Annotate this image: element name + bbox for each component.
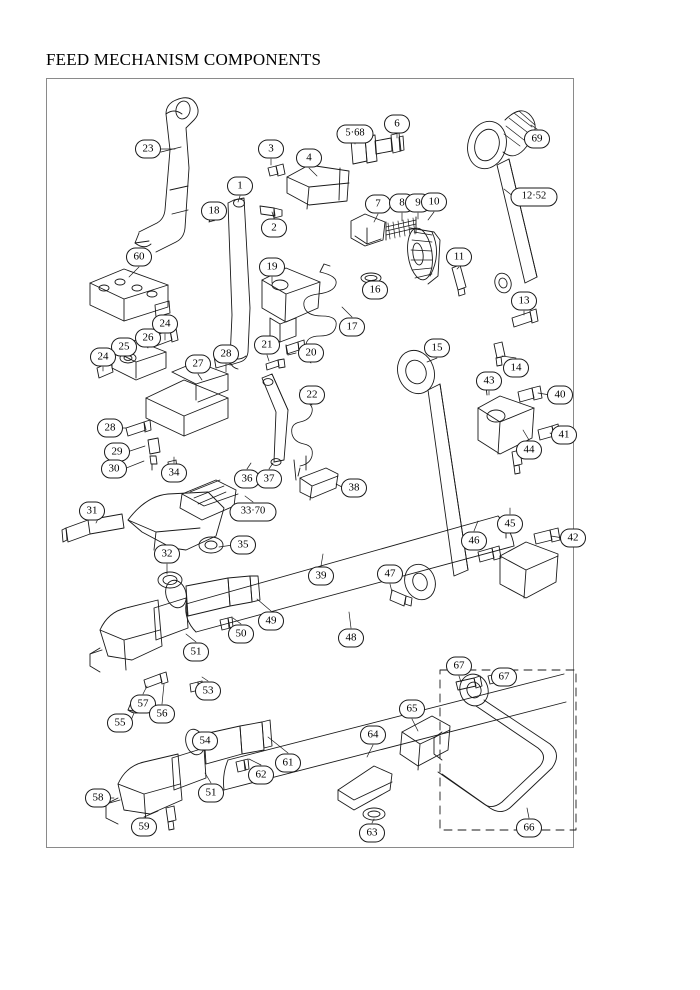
callout-63[interactable]: 63 [359,824,385,843]
callout-30[interactable]: 30 [101,460,127,479]
callout-16[interactable]: 16 [362,281,388,300]
page-title: FEED MECHANISM COMPONENTS [46,50,322,69]
callout-45[interactable]: 45 [497,515,523,534]
callout-42[interactable]: 42 [560,529,586,548]
callout-14[interactable]: 14 [503,359,529,378]
callout-12-52[interactable]: 12·52 [511,188,558,207]
callout-64[interactable]: 64 [360,726,386,745]
callout-37[interactable]: 37 [256,470,282,489]
callout-6[interactable]: 6 [384,115,410,134]
callout-54[interactable]: 54 [192,732,218,751]
callout-26[interactable]: 26 [135,329,161,348]
callout-48[interactable]: 48 [338,629,364,648]
callout-3[interactable]: 3 [258,140,284,159]
callout-43[interactable]: 43 [476,372,502,391]
callout-35[interactable]: 35 [230,536,256,555]
callout-44[interactable]: 44 [516,441,542,460]
callout-67[interactable]: 67 [446,657,472,676]
callout-61[interactable]: 61 [275,754,301,773]
callout-22[interactable]: 22 [299,386,325,405]
callout-18[interactable]: 18 [201,202,227,221]
callout-2[interactable]: 2 [261,219,287,238]
callout-23[interactable]: 23 [135,140,161,159]
callout-65[interactable]: 65 [399,700,425,719]
callout-24[interactable]: 24 [90,348,116,367]
callout-66[interactable]: 66 [516,819,542,838]
callout-21[interactable]: 21 [254,336,280,355]
callout-17[interactable]: 17 [339,318,365,337]
callout-5-68[interactable]: 5·68 [337,125,374,144]
callout-62[interactable]: 62 [248,766,274,785]
callout-51[interactable]: 51 [198,784,224,803]
callout-36[interactable]: 36 [234,470,260,489]
callout-28[interactable]: 28 [97,419,123,438]
callout-59[interactable]: 59 [131,818,157,837]
callout-55[interactable]: 55 [107,714,133,733]
callout-19[interactable]: 19 [259,258,285,277]
callout-29[interactable]: 29 [104,443,130,462]
callout-39[interactable]: 39 [308,567,334,586]
callout-46[interactable]: 46 [461,532,487,551]
callout-10[interactable]: 10 [421,193,447,212]
callout-15[interactable]: 15 [424,339,450,358]
callout-9[interactable]: 9 [405,194,431,213]
callout-7[interactable]: 7 [365,195,391,214]
callout-27[interactable]: 27 [185,355,211,374]
callout-69[interactable]: 69 [524,130,550,149]
callout-32[interactable]: 32 [154,545,180,564]
callout-53[interactable]: 53 [195,682,221,701]
callout-38[interactable]: 38 [341,479,367,498]
callout-51[interactable]: 51 [183,643,209,662]
callout-60[interactable]: 60 [126,248,152,267]
callout-49[interactable]: 49 [258,612,284,631]
callout-11[interactable]: 11 [446,248,472,267]
callout-1[interactable]: 1 [227,177,253,196]
callout-13[interactable]: 13 [511,292,537,311]
callout-58[interactable]: 58 [85,789,111,808]
callout-31[interactable]: 31 [79,502,105,521]
callout-47[interactable]: 47 [377,565,403,584]
callout-57[interactable]: 57 [130,695,156,714]
callout-41[interactable]: 41 [551,426,577,445]
callout-24[interactable]: 24 [152,315,178,334]
callout-34[interactable]: 34 [161,464,187,483]
callout-33-70[interactable]: 33·70 [230,503,277,522]
callout-25[interactable]: 25 [111,338,137,357]
callout-8[interactable]: 8 [389,194,415,213]
callout-56[interactable]: 56 [149,705,175,724]
callout-28[interactable]: 28 [213,345,239,364]
callout-20[interactable]: 20 [298,344,324,363]
callout-4[interactable]: 4 [296,149,322,168]
callout-50[interactable]: 50 [228,625,254,644]
callout-40[interactable]: 40 [547,386,573,405]
callout-67[interactable]: 67 [491,668,517,687]
